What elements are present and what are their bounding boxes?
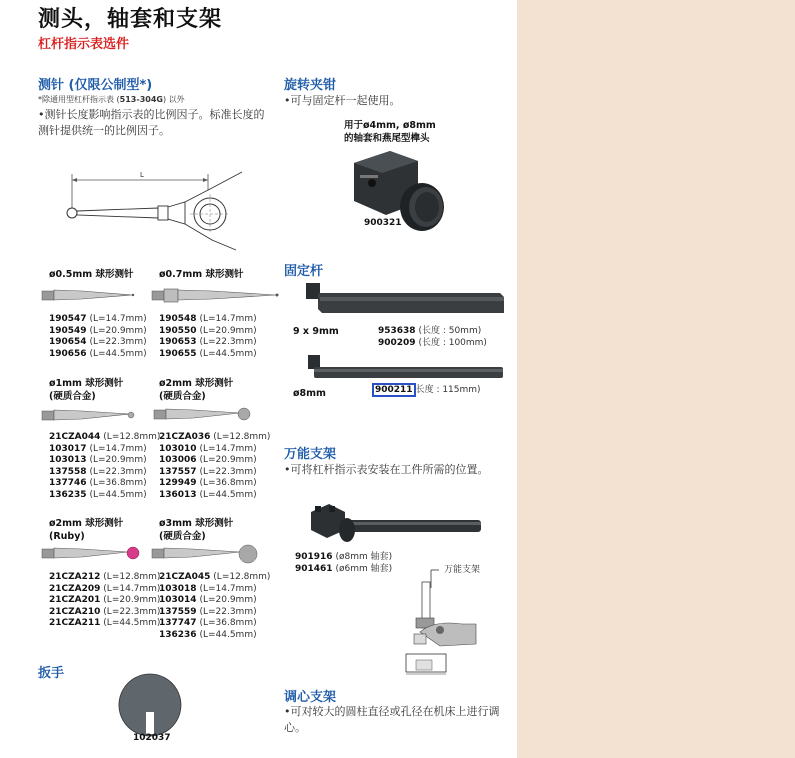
universal-codes bbox=[295, 552, 392, 575]
stylus-group-caption: ø0.5mm 球形测针 bbox=[49, 269, 134, 280]
wrench-heading: 扳手 bbox=[38, 666, 65, 681]
stylus-image-3mm bbox=[152, 542, 262, 566]
list-item: 901461 (ø6mm 轴套) bbox=[295, 563, 393, 574]
stylus-length: (L=44.5mm) bbox=[199, 489, 257, 500]
list-item bbox=[159, 607, 270, 619]
page-subtitle: 杠杆指示表选件 bbox=[38, 37, 130, 52]
square-bar-label: 9 x 9mm bbox=[293, 326, 339, 337]
universal-note: •可将杠杆指示表安装在工件所需的位置。 bbox=[284, 463, 489, 476]
stylus-length: (L=44.5mm) bbox=[199, 348, 257, 359]
list-item bbox=[159, 455, 270, 467]
list-item: 953638 (长度 : 50mm) bbox=[378, 326, 482, 336]
stylus-length: (L=22.3mm) bbox=[89, 337, 147, 347]
list-item: 901916 (ø8mm 轴套) bbox=[295, 552, 393, 562]
list-item bbox=[49, 314, 147, 326]
list-item bbox=[159, 432, 270, 444]
holding-bar-heading: 固定杆 bbox=[284, 264, 324, 279]
list-item bbox=[159, 349, 257, 361]
stylus-code: 21CZA201 bbox=[49, 595, 101, 605]
stylus-length: (L=22.3mm) bbox=[199, 466, 257, 477]
stylus-code: 190550 bbox=[159, 325, 197, 336]
square-bar-codes bbox=[378, 326, 487, 349]
stylus-length: (L=14.7mm) bbox=[199, 583, 257, 594]
stylus-length: (L=14.7mm) bbox=[89, 314, 147, 324]
stylus-group-caption: ø0.7mm 球形测针 bbox=[159, 269, 244, 280]
stylus-group-caption: ø2mm 球形测针 (Ruby) bbox=[49, 518, 124, 542]
stylus-code: 103017 bbox=[49, 443, 87, 454]
stylus-group-caption: ø2mm 球形测针 (硬质合金) bbox=[159, 378, 234, 402]
swivel-heading: 旋转夹钳 bbox=[284, 78, 337, 93]
stylus-code: 136236 bbox=[159, 629, 197, 640]
swivel-note: •可与固定杆一起使用。 bbox=[284, 94, 401, 107]
swivel-code: 900321 bbox=[364, 218, 402, 228]
stylus-length: (L=20.9mm) bbox=[89, 325, 147, 336]
list-item bbox=[159, 630, 270, 642]
stylus-image-1mm bbox=[42, 406, 137, 424]
stylus-code: 21CZA044 bbox=[49, 432, 101, 442]
length-label: L bbox=[140, 171, 144, 179]
stylus-code: 103010 bbox=[159, 443, 197, 454]
stylus-length: (L=36.8mm) bbox=[199, 618, 257, 628]
stylus-note: •测针长度影响指示表的比例因子。标准长度的测针提供统一的比例因子。 bbox=[38, 108, 265, 137]
stylus-length: (L=44.5mm) bbox=[103, 618, 161, 628]
stylus-length: (L=22.3mm) bbox=[103, 606, 161, 617]
stylus-length: (L=14.7mm) bbox=[103, 583, 161, 594]
stylus-image-ruby bbox=[42, 543, 142, 563]
centering-note: •可对较大的圆柱直径或孔径在机床上进行调心。 bbox=[284, 705, 500, 734]
list-item bbox=[49, 349, 147, 361]
stylus-group-list bbox=[49, 314, 147, 360]
stylus-group-list bbox=[49, 432, 160, 501]
list-item bbox=[159, 478, 270, 490]
stylus-code: 137557 bbox=[159, 466, 197, 477]
list-item bbox=[49, 490, 160, 502]
list-item bbox=[159, 572, 270, 584]
stylus-group-list bbox=[159, 572, 270, 641]
square-bar-image bbox=[300, 283, 505, 323]
list-item bbox=[159, 584, 270, 596]
swivel-caption: 用于ø4mm, ø8mm 的轴套和燕尾型榫头 bbox=[344, 120, 436, 144]
universal-stand-usage-diagram bbox=[400, 562, 500, 680]
round-bar-label: ø8mm bbox=[293, 388, 326, 399]
list-item bbox=[49, 572, 160, 584]
stylus-code: 21CZA036 bbox=[159, 432, 211, 442]
stylus-code: 190548 bbox=[159, 314, 197, 324]
page-title: 测头，轴套和支架 bbox=[38, 7, 223, 32]
stylus-length: (L=14.7mm) bbox=[199, 443, 257, 454]
stylus-length: (L=22.3mm) bbox=[199, 606, 257, 617]
stylus-length: (L=22.3mm) bbox=[89, 466, 147, 477]
sidebar-panel bbox=[517, 0, 795, 758]
stylus-group-list bbox=[49, 572, 160, 630]
stylus-length: (L=12.8mm) bbox=[213, 572, 271, 582]
stylus-group-list bbox=[159, 432, 270, 501]
stylus-code: 103018 bbox=[159, 583, 197, 594]
list-item bbox=[49, 455, 160, 467]
stylus-code: 190653 bbox=[159, 337, 197, 347]
wrench-image bbox=[116, 672, 184, 736]
stylus-group-caption: ø1mm 球形测针 (硬质合金) bbox=[49, 378, 124, 402]
stylus-code: 136235 bbox=[49, 489, 87, 500]
list-item bbox=[49, 326, 147, 338]
stylus-code: 21CZA210 bbox=[49, 606, 101, 617]
stylus-code: 21CZA045 bbox=[159, 572, 211, 582]
stylus-length: (L=44.5mm) bbox=[199, 629, 257, 640]
stylus-heading: 测针 (仅限公制型*) bbox=[38, 78, 153, 93]
list-item bbox=[49, 432, 160, 444]
stylus-length: (L=14.7mm) bbox=[89, 443, 147, 454]
stylus-length: (L=20.9mm) bbox=[89, 455, 147, 465]
list-item bbox=[49, 337, 147, 349]
stylus-length: (L=20.9mm) bbox=[199, 325, 257, 336]
list-item bbox=[49, 584, 160, 596]
list-item bbox=[159, 444, 270, 456]
universal-stand-image bbox=[305, 500, 485, 550]
stylus-code: 103014 bbox=[159, 595, 197, 605]
stylus-length: (L=36.8mm) bbox=[89, 478, 147, 488]
list-item bbox=[49, 618, 160, 630]
list-item bbox=[49, 478, 160, 490]
stylus-length: (L=44.5mm) bbox=[89, 489, 147, 500]
stylus-length: (L=12.8mm) bbox=[213, 432, 271, 442]
stylus-code: 190547 bbox=[49, 314, 87, 324]
universal-heading: 万能支架 bbox=[284, 447, 337, 462]
stylus-code: 21CZA209 bbox=[49, 583, 101, 594]
stylus-length: (L=20.9mm) bbox=[103, 595, 161, 605]
stylus-code: 190655 bbox=[159, 348, 197, 359]
stylus-code: 129949 bbox=[159, 478, 197, 488]
list-item bbox=[159, 595, 270, 607]
wrench-code: 102037 bbox=[133, 733, 171, 743]
centering-heading: 调心支架 bbox=[284, 690, 337, 705]
stylus-code: 190656 bbox=[49, 348, 87, 359]
stylus-code: 190654 bbox=[49, 337, 87, 347]
round-bar-code-line: 900211 长度 : 115mm) bbox=[372, 385, 481, 397]
stylus-code: 137558 bbox=[49, 466, 87, 477]
stylus-image-0.7mm bbox=[152, 286, 282, 304]
stylus-code: 137559 bbox=[159, 606, 197, 617]
list-item: 900209 (长度 : 100mm) bbox=[378, 337, 487, 348]
round-bar-image bbox=[300, 355, 505, 383]
stylus-length: (L=14.7mm) bbox=[199, 314, 257, 324]
list-item bbox=[49, 595, 160, 607]
stylus-image-2mm bbox=[154, 404, 254, 424]
stylus-code: 21CZA211 bbox=[49, 618, 101, 628]
stylus-footnote: *除通用型杠杆指示表 (513-304G) 以外 bbox=[38, 95, 185, 104]
stylus-length: (L=44.5mm) bbox=[89, 348, 147, 359]
stylus-length-diagram bbox=[40, 160, 250, 255]
list-item bbox=[159, 326, 257, 338]
stylus-code: 137747 bbox=[159, 618, 197, 628]
stylus-length: (L=12.8mm) bbox=[103, 432, 161, 442]
stylus-length: (L=12.8mm) bbox=[103, 572, 161, 582]
universal-callout-label: 万能支架 bbox=[444, 565, 481, 575]
list-item bbox=[159, 337, 257, 349]
list-item bbox=[49, 467, 160, 479]
stylus-length: (L=36.8mm) bbox=[199, 478, 257, 488]
stylus-code: 103006 bbox=[159, 455, 197, 465]
stylus-group-caption: ø3mm 球形测针 (硬质合金) bbox=[159, 518, 234, 542]
stylus-image-0.5mm bbox=[42, 286, 137, 304]
stylus-code: 190549 bbox=[49, 325, 87, 336]
stylus-code: 137746 bbox=[49, 478, 87, 488]
list-item bbox=[159, 467, 270, 479]
list-item bbox=[49, 444, 160, 456]
list-item bbox=[159, 490, 270, 502]
list-item bbox=[49, 607, 160, 619]
stylus-group-list bbox=[159, 314, 257, 360]
stylus-code: 136013 bbox=[159, 489, 197, 500]
stylus-code: 103013 bbox=[49, 455, 87, 465]
stylus-length: (L=22.3mm) bbox=[199, 337, 257, 347]
round-bar-code-highlighted[interactable]: 900211 bbox=[372, 383, 416, 397]
stylus-length: (L=20.9mm) bbox=[199, 455, 257, 465]
stylus-code: 21CZA212 bbox=[49, 572, 101, 582]
stylus-length: (L=20.9mm) bbox=[199, 595, 257, 605]
list-item bbox=[159, 314, 257, 326]
list-item bbox=[159, 618, 270, 630]
